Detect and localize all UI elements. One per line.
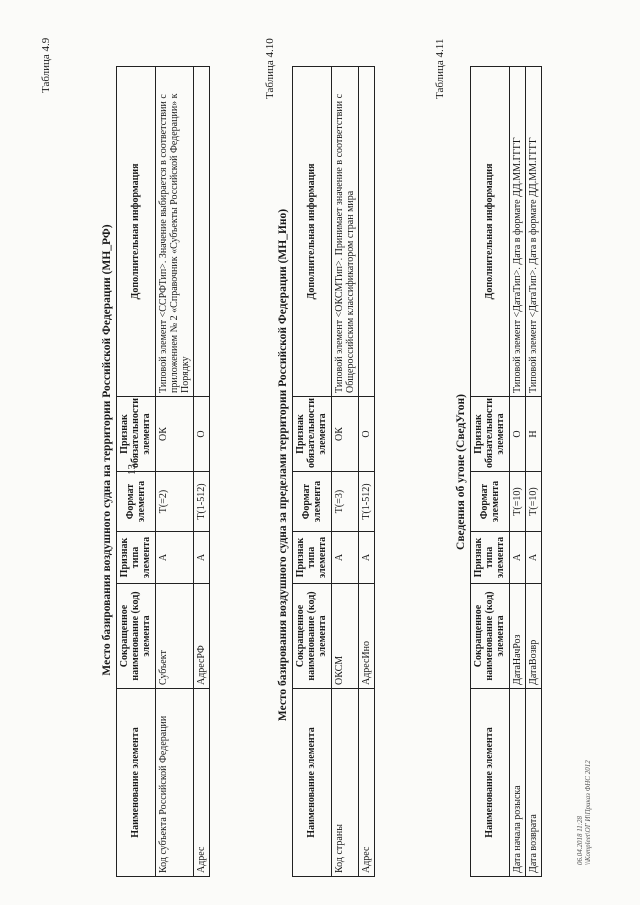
table-label: Таблица 4.10 [264, 38, 276, 99]
column-header: Сокращенное наименование (код) элемента [117, 584, 156, 689]
table-cell: А [525, 532, 541, 584]
column-header: Сокращенное наименование (код) элемента [471, 584, 510, 689]
table-cell: Типовой элемент <ССРФТип>. Значение выбирается в соответствии с приложением № 2 «Справочник «Субъекты Российской Федерации» к Порядку [155, 67, 194, 397]
table-cell: ОКСМ [331, 584, 358, 689]
table-cell: T(=3) [331, 472, 358, 532]
table-title: Место базирования воздушного судна за пределами территории Российской Федерации (МН_Ино) [277, 208, 289, 722]
table-row [525, 67, 541, 877]
column-header: Признак типа элемента [117, 532, 156, 584]
table-row [358, 67, 374, 877]
stamp-line: \\Kompleet\ОГ И\Приказ ФНС 2012 [584, 760, 593, 865]
table-cell: А [331, 532, 358, 584]
column-header: Признак обязательности элемента [117, 397, 156, 472]
table-cell: Н [525, 397, 541, 472]
table-cell: Код субъекта Российской Федерации [155, 689, 194, 877]
table-cell: О [194, 397, 210, 472]
column-header: Признак обязательности элемента [293, 397, 332, 472]
column-header: Сокращенное наименование (код) элемента [293, 584, 332, 689]
column-header: Наименование элемента [293, 689, 332, 877]
table-row [155, 67, 194, 877]
table-cell: О [509, 397, 525, 472]
table-cell: Код страны [331, 689, 358, 877]
table-cell: Субъект [155, 584, 194, 689]
table-row [509, 67, 525, 877]
table-cell: Дата начала розыска [509, 689, 525, 877]
table-cell: АдресИно [358, 584, 374, 689]
table-cell: T(1-512) [194, 472, 210, 532]
table-cell: О [358, 397, 374, 472]
table-cell: Типовой элемент <ДатаТип>. Дата в формате ДД.ММ.ГГГГ [509, 67, 525, 397]
column-header: Формат элемента [117, 472, 156, 532]
table-cell: Типовой элемент <ОКСМТип>. Принимает значение в соответствии с Общероссийским классификатором стран мира [331, 67, 358, 397]
table-cell [358, 67, 374, 397]
column-header: Формат элемента [293, 472, 332, 532]
table-cell: T(=10) [525, 472, 541, 532]
column-header: Признак типа элемента [471, 532, 510, 584]
table-title: Место базирования воздушного судна на территории Российской Федерации (МН_РФ) [101, 224, 113, 676]
table-cell: Адрес [358, 689, 374, 877]
column-header: Наименование элемента [117, 689, 156, 877]
column-header: Дополнительная информация [117, 67, 156, 397]
table-header-row [471, 67, 510, 877]
table-cell: Типовой элемент <ДатаТип>. Дата в формате ДД.ММ.ГГГГ [525, 67, 541, 397]
column-header: Признак типа элемента [293, 532, 332, 584]
table-header-row [117, 67, 156, 877]
table-cell: А [194, 532, 210, 584]
table-label: Таблица 4.11 [434, 38, 446, 99]
table-header-row [293, 67, 332, 877]
column-header: Дополнительная информация [471, 67, 510, 397]
table-cell: А [358, 532, 374, 584]
table-row [194, 67, 210, 877]
table-cell: АдресРФ [194, 584, 210, 689]
print-stamp [576, 760, 593, 865]
table-cell: А [155, 532, 194, 584]
column-header: Наименование элемента [471, 689, 510, 877]
data-table [116, 66, 210, 877]
table-cell: Адрес [194, 689, 210, 877]
table-label: Таблица 4.9 [40, 37, 52, 93]
data-table [292, 66, 375, 877]
table-row [331, 67, 358, 877]
page-number: 13 [126, 464, 138, 475]
table-title: Сведения об угоне (СведУгон) [455, 394, 467, 550]
table-cell: T(=10) [509, 472, 525, 532]
table-cell [194, 67, 210, 397]
table-cell: T(=2) [155, 472, 194, 532]
stamp-line: 06.04.2018 11:28 [576, 815, 584, 865]
data-table [470, 66, 542, 877]
table-cell: ДатаВозвр [525, 584, 541, 689]
column-header: Дополнительная информация [293, 67, 332, 397]
column-header: Формат элемента [471, 472, 510, 532]
table-cell: ОК [155, 397, 194, 472]
table-cell: ДатаНачРоз [509, 584, 525, 689]
column-header: Признак обязательности элемента [471, 397, 510, 472]
table-cell: ОК [331, 397, 358, 472]
table-cell: T(1-512) [358, 472, 374, 532]
table-cell: А [509, 532, 525, 584]
table-cell: Дата возврата [525, 689, 541, 877]
